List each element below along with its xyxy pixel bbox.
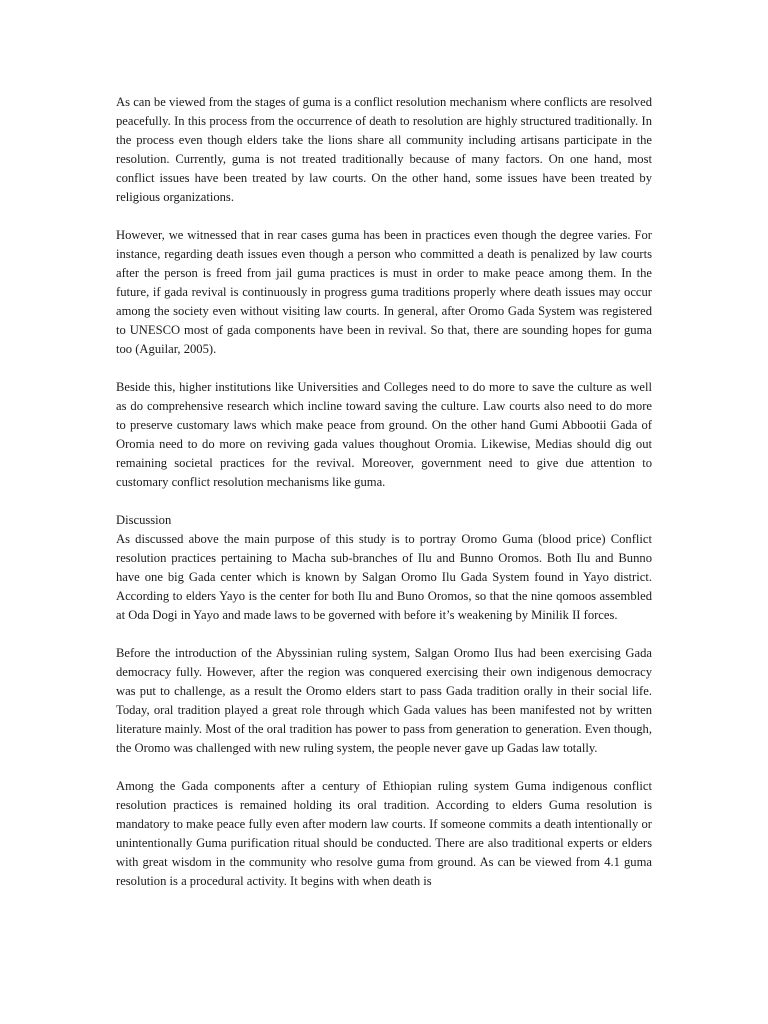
paragraph-gada-components: Among the Gada components after a century of Ethiopian ruling system Guma indigenous conflict resolution practices is remained holding its oral tradition. According to elders Guma resolution is mandatory to make peace fully even after modern law courts. If someone commits a death intentionally or unintentionally Guma purification ritual should be conducted. There are also traditional experts or elders with great wisdom in the community who resolve guma from ground. As can be viewed from 4.1 guma resolution is a procedural activity. It begins with when death is	[116, 779, 652, 888]
document-page	[116, 93, 652, 910]
paragraph-guma-overview: As can be viewed from the stages of guma is a conflict resolution mechanism where conflicts are resolved peacefully. In this process from the occurrence of death to resolution are highly structured traditionally. In the process even though elders take the lions share all community including artisans participate in the resolution. Currently, guma is not treated traditionally because of many factors. On one hand, most conflict issues have been treated by law courts. On the other hand, some issues have been treated by religious organizations.	[116, 95, 652, 204]
paragraph-guma-practices: However, we witnessed that in rear cases guma has been in practices even though the degree varies. For instance, regarding death issues even though a person who committed a death is penalized by law courts after the person is freed from jail guma practices is must in order to make peace among them. In the future, if gada revival is continuously in progress guma traditions properly where death issues may occur among the society even without visiting law courts. In general, after Oromo Gada System was registered to UNESCO most of gada components have been in revival. So that, there are sounding hopes for guma too (Aguilar, 2005).	[116, 228, 652, 356]
paragraph-abyssinian-ruling: Before the introduction of the Abyssinian ruling system, Salgan Oromo Ilus had been exercising Gada democracy fully. However, after the region was conquered exercising their own indigenous democracy was put to challenge, as a result the Oromo elders start to pass Gada tradition orally in their social life. Today, oral tradition played a great role through which Gada values has been manifested not by written literature mainly. Most of the oral tradition has power to pass from generation to generation. Even though, the Oromo was challenged with new ruling system, the people never gave up Gadas law totally.	[116, 646, 652, 755]
section-heading-discussion: Discussion	[116, 513, 172, 527]
paragraph-institutions: Beside this, higher institutions like Universities and Colleges need to do more to save the culture as well as do comprehensive research which incline toward saving the culture. Law courts also need to do more to preserve customary laws which make peace from ground. On the other hand Gumi Abbootii Gada of Oromia need to do more on reviving gada values thoughout Oromia. Likewise, Medias should dig out remaining societal practices for the revival. Moreover, government need to give due attention to customary conflict resolution mechanisms like guma.	[116, 380, 652, 489]
paragraph-discussion-purpose: As discussed above the main purpose of this study is to portray Oromo Guma (blood price) Conflict resolution practices pertaining to Macha sub-branches of Ilu and Bunno Oromos. Both Ilu and Bunno have one big Gada center which is known by Salgan Oromo Ilu Gada System found in Yayo district. According to elders Yayo is the center for both Ilu and Buno Oromos, so that the nine qomoos assembled at Oda Dogi in Yayo and made laws to be governed with before it’s weakening by Minilik II forces.	[116, 532, 652, 622]
